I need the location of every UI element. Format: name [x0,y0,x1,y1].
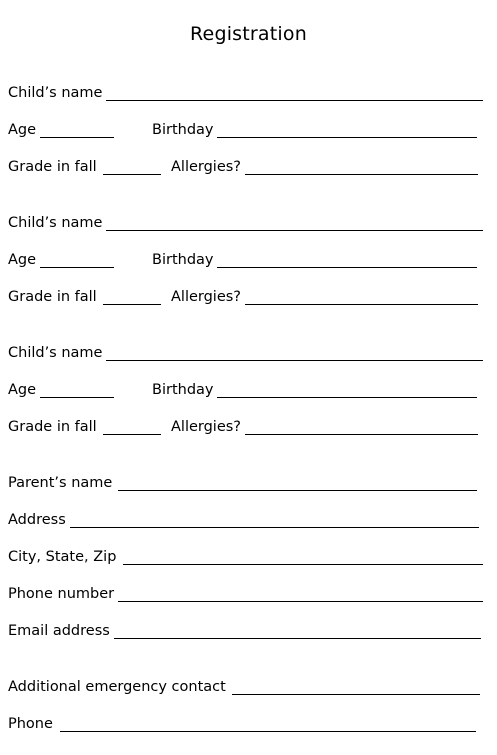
child-1-age-field[interactable] [40,137,114,138]
email-field[interactable] [114,638,481,639]
allergies-label: Allergies? [171,289,242,305]
address-field[interactable] [70,527,479,528]
allergies-label: Allergies? [171,419,242,435]
birthday-label: Birthday [152,122,214,138]
grade-label: Grade in fall [8,289,97,305]
child-3-age-field[interactable] [40,397,114,398]
age-label: Age [8,382,37,398]
child-1-name-field[interactable] [106,100,483,101]
child-name-label: Child’s name [8,215,103,231]
child-2-age-field[interactable] [40,267,114,268]
address-label: Address [8,512,66,528]
email-label: Email address [8,623,110,639]
city-state-zip-label: City, State, Zip [8,549,117,565]
form-title: Registration [190,23,307,45]
child-name-label: Child’s name [8,85,103,101]
birthday-label: Birthday [152,382,214,398]
child-3-birthday-field[interactable] [217,397,477,398]
grade-label: Grade in fall [8,159,97,175]
child-2-allergies-field[interactable] [245,304,478,305]
child-2-grade-field[interactable] [103,304,161,305]
child-name-label: Child’s name [8,345,103,361]
birthday-label: Birthday [152,252,214,268]
child-3-grade-field[interactable] [103,434,161,435]
parent-name-label: Parent’s name [8,475,113,491]
emergency-phone-label: Phone [8,716,53,732]
age-label: Age [8,252,37,268]
child-1-allergies-field[interactable] [245,174,478,175]
child-1-grade-field[interactable] [103,174,161,175]
grade-label: Grade in fall [8,419,97,435]
city-state-zip-field[interactable] [123,564,483,565]
child-3-name-field[interactable] [106,360,483,361]
child-1-birthday-field[interactable] [217,137,477,138]
allergies-label: Allergies? [171,159,242,175]
emergency-contact-label: Additional emergency contact [8,679,226,695]
phone-number-field[interactable] [118,601,483,602]
phone-number-label: Phone number [8,586,115,602]
age-label: Age [8,122,37,138]
child-3-allergies-field[interactable] [245,434,478,435]
emergency-contact-field[interactable] [232,694,480,695]
parent-name-field[interactable] [118,490,477,491]
child-2-name-field[interactable] [106,230,483,231]
child-2-birthday-field[interactable] [217,267,477,268]
emergency-phone-field[interactable] [60,731,476,732]
